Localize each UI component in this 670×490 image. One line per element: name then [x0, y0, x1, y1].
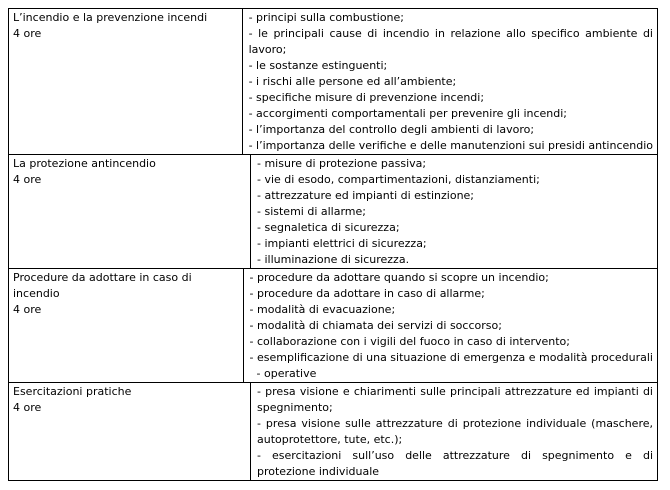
topics-cell — [251, 383, 657, 480]
list-item: - operative — [249, 367, 317, 380]
list-item: - esemplificazione di una situazione di emergenza e modalità procedurali — [249, 351, 653, 364]
list-item: - modalità di chiamata dei servizi di soccorso; — [249, 319, 502, 332]
table-row — [9, 382, 657, 480]
list-item: - collaborazione con i vigili del fuoco in caso di intervento; — [249, 335, 570, 348]
list-item: - l’importanza del controllo degli ambienti di lavoro; — [248, 123, 535, 136]
topics-cell — [251, 155, 657, 268]
list-item: - presa visione sulle attrezzature di protezione individuale (maschere, autoprotettore, tute, etc.); — [257, 417, 653, 446]
module-hours: 4 ore — [13, 27, 42, 40]
list-item: - principi sulla combustione; — [248, 11, 405, 24]
list-item: - procedure da adottare in caso di allarme; — [249, 287, 485, 300]
module-title: La protezione antincendio — [13, 157, 156, 170]
module-title: L’incendio e la prevenzione incendi — [13, 11, 208, 24]
list-item: - segnaletica di sicurezza; — [257, 221, 400, 234]
list-item: - presa visione e chiarimenti sulle principali attrezzature ed impianti di spegnimento; — [257, 385, 653, 414]
table-row — [9, 268, 657, 382]
list-item: - impianti elettrici di sicurezza; — [257, 237, 427, 250]
module-cell — [9, 383, 251, 480]
module-cell — [9, 155, 251, 268]
list-item: - esercitazioni sull’uso delle attrezzature di spegnimento e di protezione individuale — [257, 449, 653, 478]
module-cell — [9, 9, 243, 154]
list-item: - misure di protezione passiva; — [257, 157, 427, 170]
list-item: - le principali cause di incendio in relazione allo specifico ambiente di lavoro; — [248, 27, 653, 56]
list-item: - illuminazione di sicurezza. — [257, 253, 410, 266]
list-item: - attrezzature ed impianti di estinzione; — [257, 189, 475, 202]
list-item: - modalità di evacuazione; — [249, 303, 396, 316]
table-row — [9, 154, 657, 268]
module-title: Procedure da adottare in caso di incendio — [13, 271, 192, 300]
module-hours: 4 ore — [13, 303, 42, 316]
list-item: - specifiche misure di prevenzione incendi; — [248, 91, 485, 104]
list-item: - vie di esodo, compartimentazioni, distanziamenti; — [257, 173, 540, 186]
topics-cell — [244, 269, 657, 382]
module-title: Esercitazioni pratiche — [13, 385, 132, 398]
list-item: - accorgimenti comportamentali per prevenire gli incendi; — [248, 107, 568, 120]
list-item: - l’importanza delle verifiche e delle manutenzioni sui presidi antincendio — [248, 139, 653, 152]
module-hours: 4 ore — [13, 173, 42, 186]
topics-cell — [243, 9, 657, 154]
module-cell — [9, 269, 244, 382]
list-item: - le sostanze estinguenti; — [248, 59, 388, 72]
module-hours: 4 ore — [13, 401, 42, 414]
table-row — [9, 9, 657, 154]
list-item: - sistemi di allarme; — [257, 205, 366, 218]
training-table — [8, 8, 658, 481]
list-item: - procedure da adottare quando si scopre un incendio; — [249, 271, 549, 284]
list-item: - i rischi alle persone ed all’ambiente; — [248, 75, 457, 88]
